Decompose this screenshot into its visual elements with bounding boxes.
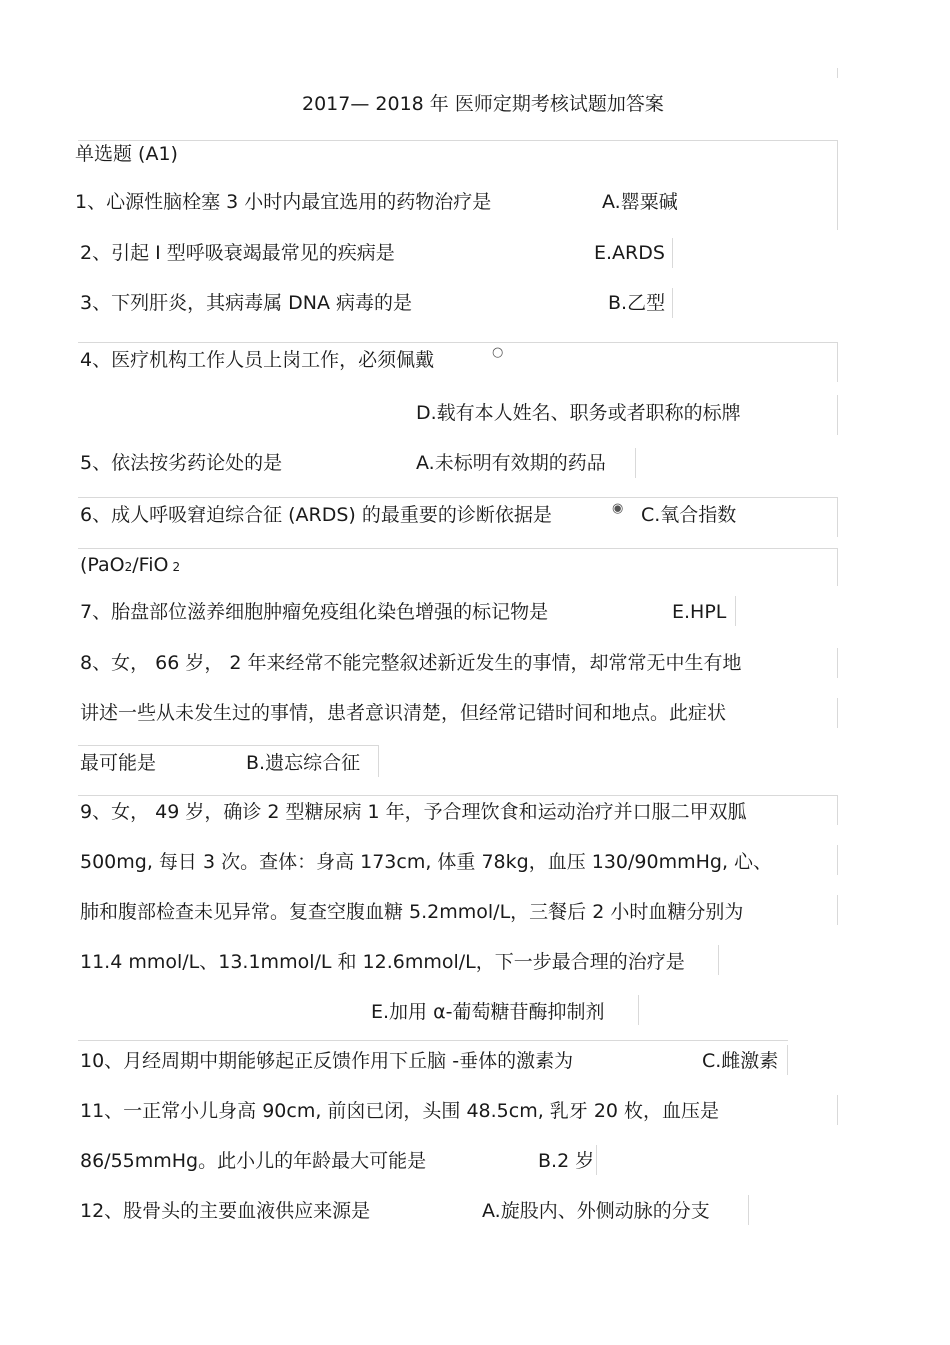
border-line xyxy=(787,1045,788,1075)
border-line xyxy=(78,140,838,141)
question-9-line-4: 11.4 mmol/L、13.1mmol/L 和 12.6mmol/L，下一步最合理的治疗是 xyxy=(80,951,685,973)
answer-6-part-2: /FiO xyxy=(132,554,169,576)
border-line xyxy=(837,548,838,586)
answer-1: A.罂粟碱 xyxy=(602,191,678,213)
border-line xyxy=(672,238,673,268)
answer-6-sub-2: 2 xyxy=(172,560,181,574)
border-line xyxy=(78,1040,788,1041)
answer-5: A.未标明有效期的药品 xyxy=(416,452,606,474)
border-line xyxy=(837,795,838,825)
question-9-line-2: 500mg, 每日 3 次。查体：身高 173cm, 体重 78kg，血压 130/90mmHg, 心、 xyxy=(80,851,773,873)
border-line xyxy=(638,995,639,1025)
answer-8: B.遗忘综合征 xyxy=(246,752,361,774)
answer-11: B.2 岁 xyxy=(538,1150,595,1172)
border-line xyxy=(78,548,838,549)
question-8-line-3: 最可能是 xyxy=(80,752,157,774)
question-12: 12、股骨头的主要血液供应来源是 xyxy=(80,1200,371,1222)
answer-4: D.载有本人姓名、职务或者职称的标牌 xyxy=(416,402,741,424)
answer-6-sub-1: 2 xyxy=(124,560,133,574)
question-4: 4、医疗机构工作人员上岗工作，必须佩戴 xyxy=(80,349,435,371)
scan-artifact-dot-icon: ◉ xyxy=(612,501,624,516)
border-line xyxy=(837,140,838,230)
question-9-line-3: 肺和腹部检查未见异常。复查空腹血糖 5.2mmol/L，三餐后 2 小时血糖分别为 xyxy=(80,901,744,923)
answer-9: E.加用 α-葡萄糖苷酶抑制剂 xyxy=(371,1001,605,1023)
border-line xyxy=(735,596,736,626)
border-line xyxy=(78,342,838,343)
border-line xyxy=(837,342,838,382)
question-7: 7、胎盘部位滋养细胞肿瘤免疫组化染色增强的标记物是 xyxy=(80,601,549,623)
border-line xyxy=(748,1195,749,1225)
border-line xyxy=(837,68,838,78)
answer-6-part-1: (PaO xyxy=(80,554,125,576)
border-line xyxy=(78,745,378,746)
border-line xyxy=(837,395,838,435)
answer-12: A.旋股内、外侧动脉的分支 xyxy=(482,1200,710,1222)
answer-6-continued xyxy=(80,553,180,579)
scan-artifact-ring-icon: ○ xyxy=(492,345,504,360)
border-line xyxy=(378,745,379,777)
answer-7: E.HPL xyxy=(672,601,727,623)
question-9-line-1: 9、女， 49 岁，确诊 2 型糖尿病 1 年，予合理饮食和运动治疗并口服二甲双胍 xyxy=(80,801,747,823)
border-line xyxy=(837,845,838,875)
answer-10: C.雌激素 xyxy=(702,1050,779,1072)
border-line xyxy=(837,895,838,925)
question-1: 1、心源性脑栓塞 3 小时内最宜选用的药物治疗是 xyxy=(75,191,492,213)
border-line xyxy=(837,648,838,678)
border-line xyxy=(672,288,673,318)
answer-3: B.乙型 xyxy=(608,292,666,314)
border-line xyxy=(718,945,719,975)
border-line xyxy=(596,1145,597,1175)
border-line xyxy=(837,1095,838,1125)
question-8-line-2: 讲述一些从未发生过的事情，患者意识清楚，但经常记错时间和地点。此症状 xyxy=(80,702,727,724)
question-8-line-1: 8、女， 66 岁， 2 年来经常不能完整叙述新近发生的事情，却常常无中生有地 xyxy=(80,652,742,674)
page-title: 2017— 2018 年 医师定期考核试题加答案 xyxy=(302,93,664,115)
border-line xyxy=(837,698,838,728)
border-line xyxy=(78,795,838,796)
section-heading: 单选题 (A1) xyxy=(75,143,178,165)
border-line xyxy=(837,497,838,537)
question-6: 6、成人呼吸窘迫综合征 (ARDS) 的最重要的诊断依据是 xyxy=(80,504,552,526)
border-line xyxy=(78,497,838,498)
question-11-line-1: 11、一正常小儿身高 90cm, 前囟已闭，头围 48.5cm, 乳牙 20 枚，血压是 xyxy=(80,1100,720,1122)
question-3: 3、下列肝炎，其病毒属 DNA 病毒的是 xyxy=(80,292,413,314)
question-5: 5、依法按劣药论处的是 xyxy=(80,452,283,474)
answer-6: C.氧合指数 xyxy=(641,504,737,526)
question-10: 10、月经周期中期能够起正反馈作用下丘脑 -垂体的激素为 xyxy=(80,1050,574,1072)
border-line xyxy=(635,448,636,478)
question-2: 2、引起 Ⅰ 型呼吸衰竭最常见的疾病是 xyxy=(80,242,395,264)
question-11-line-2: 86/55mmHg。此小儿的年龄最大可能是 xyxy=(80,1150,427,1172)
answer-2: E.ARDS xyxy=(594,242,665,264)
